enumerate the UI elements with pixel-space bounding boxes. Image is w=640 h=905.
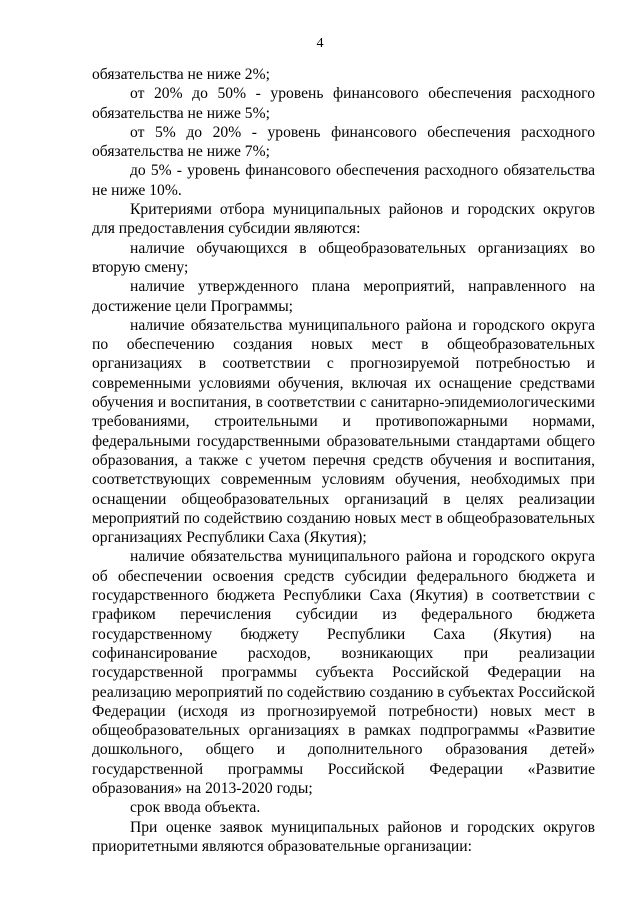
paragraph-11: При оценке заявок муниципальных районов и городских округов приоритетными являются образовательные организации: [92, 818, 595, 855]
paragraph-3: от 5% до 20% - уровень финансового обеспечения расходного обязательства не ниже 7%; [92, 123, 595, 161]
paragraph-1: обязательства не ниже 2%; [92, 66, 270, 83]
paragraph-5: Критериями отбора муниципальных районов и городских округов для предоставления субсидии являются: [92, 201, 595, 238]
document-body [92, 65, 595, 856]
paragraph-10: срок ввода объекта. [130, 799, 261, 817]
paragraph-9: наличие обязательства муниципального района и городского округа об обеспечении освоения средств субсидии федерального бюджета и государственного бюджета Республики Саха (Якутия) в соответствии с графиком перечисления субсидии из федерального бюджета государственному бюджету Республики Саха (Якутия) на софинансирование расходов, возникающих при реализации государственной программы субъекта Российской Федерации на реализацию мероприятий по содействию созданию в субъектах Российской Федерации (исходя из прогнозируемой потребности) новых мест в общеобразовательных организациях в рамках подпрограммы «Развитие дошкольного, общего и дополнительного образования детей» государственной программы Российской Федерации «Развитие образования» на 2013-2020 годы; [92, 548, 595, 797]
page-number: 4 [316, 36, 324, 51]
paragraph-8: наличие обязательства муниципального района и городского округа по обеспечению создания новых мест в общеобразовательных организациях в соответствии с прогнозируемой потребностью и современными условиями обучения, включая их оснащение средствами обучения и воспитания, в соответствии с санитарно-эпидемиологическими требованиями, строительными и противопожарными нормами, федеральными государственными образовательными стандартами общего образования, а также с учетом перечня средств обучения и воспитания, соответствующих современным условиям обучения, необходимых при оснащении общеобразовательных организаций в целях реализации мероприятий по содействию созданию новых мест в общеобразовательных организациях Республики Саха (Якутия); [92, 316, 595, 547]
paragraph-7: наличие утвержденного плана мероприятий, направленного на достижение цели Программы; [92, 278, 595, 315]
paragraph-4: до 5% - уровень финансового обеспечения расходного обязательства не ниже 10%. [92, 162, 595, 199]
paragraph-6: наличие обучающихся в общеобразовательных организациях во вторую смену; [92, 239, 595, 276]
paragraph-2: от 20% до 50% - уровень финансового обеспечения расходного обязательства не ниже 5%; [92, 85, 595, 122]
